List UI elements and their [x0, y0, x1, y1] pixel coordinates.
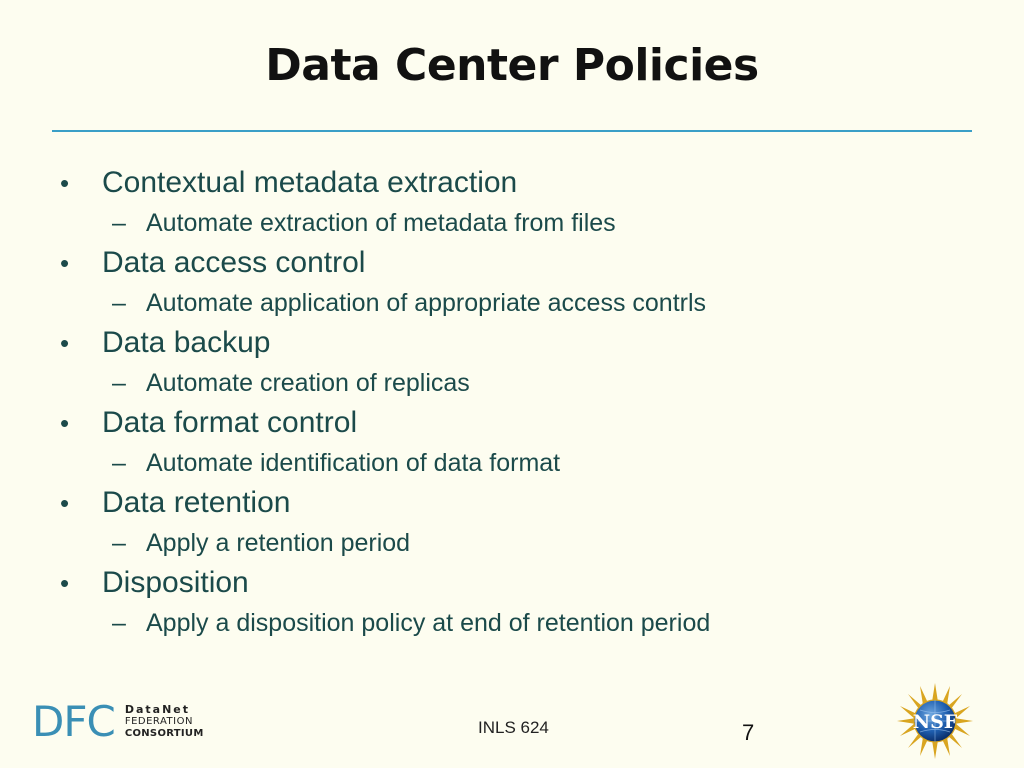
sub-bullet-text: Apply a disposition policy at end of retention period: [146, 609, 711, 637]
bullet-marker: •: [60, 328, 70, 358]
sub-bullet-row: [60, 606, 980, 640]
sub-bullet-row: [60, 526, 980, 560]
dfc-logo-line-2: FEDERATION: [124, 716, 193, 727]
bullet-item: [60, 480, 980, 560]
bullet-item: [60, 560, 980, 640]
sub-bullet-text: Automate creation of replicas: [146, 369, 470, 397]
bullet-marker: •: [60, 488, 70, 518]
bullet-marker: •: [60, 408, 70, 438]
sub-bullet-marker: –: [112, 529, 126, 557]
bullet-heading-row: [60, 400, 980, 446]
bullet-heading-row: [60, 480, 980, 526]
sub-bullet-marker: –: [112, 209, 126, 237]
sub-bullet-text: Apply a retention period: [146, 529, 411, 557]
sub-bullet-marker: –: [112, 449, 126, 477]
sub-bullet-row: [60, 286, 980, 320]
sub-bullet-text: Automate application of appropriate access contrls: [146, 289, 707, 317]
bullet-marker: •: [60, 168, 70, 198]
sub-bullet-row: [60, 366, 980, 400]
dfc-logo: [32, 697, 222, 746]
sub-bullet-row: [60, 446, 980, 480]
slide-title: Data Center Policies: [265, 40, 759, 91]
bullet-heading: Data access control: [102, 246, 366, 279]
bullet-heading-row: [60, 320, 980, 366]
bullet-heading: Data retention: [102, 486, 291, 519]
bullet-item: [60, 400, 980, 480]
nsf-logo: [896, 682, 974, 760]
bullet-heading: Disposition: [102, 566, 249, 599]
bullet-heading: Contextual metadata extraction: [102, 166, 518, 199]
sub-bullet-text: Automate extraction of metadata from files: [146, 209, 616, 237]
nsf-logo-text: NSF: [912, 711, 958, 733]
title-divider: [52, 130, 972, 132]
bullet-heading: Data format control: [102, 406, 358, 439]
sub-bullet-marker: –: [112, 289, 126, 317]
sub-bullet-marker: –: [112, 369, 126, 397]
bullet-item: [60, 160, 980, 240]
bullet-item: [60, 240, 980, 320]
dfc-logo-line-1: DataNet: [124, 703, 190, 716]
page-number: 7: [742, 720, 755, 745]
bullet-heading-row: [60, 160, 980, 206]
bullet-heading: Data backup: [102, 326, 271, 359]
bullet-heading-row: [60, 560, 980, 606]
dfc-logo-words: [125, 704, 204, 740]
sub-bullet-text: Automate identification of data format: [146, 449, 561, 477]
bullet-marker: •: [60, 568, 70, 598]
footer-course-label: INLS 624: [478, 718, 549, 737]
sub-bullet-marker: –: [112, 609, 126, 637]
dfc-logo-line-3: CONSORTIUM: [124, 728, 204, 739]
dfc-logo-mark: DFC: [32, 697, 115, 746]
sub-bullet-row: [60, 206, 980, 240]
bullet-heading-row: [60, 240, 980, 286]
bullet-marker: •: [60, 248, 70, 278]
bullet-list: [60, 160, 980, 640]
bullet-item: [60, 320, 980, 400]
